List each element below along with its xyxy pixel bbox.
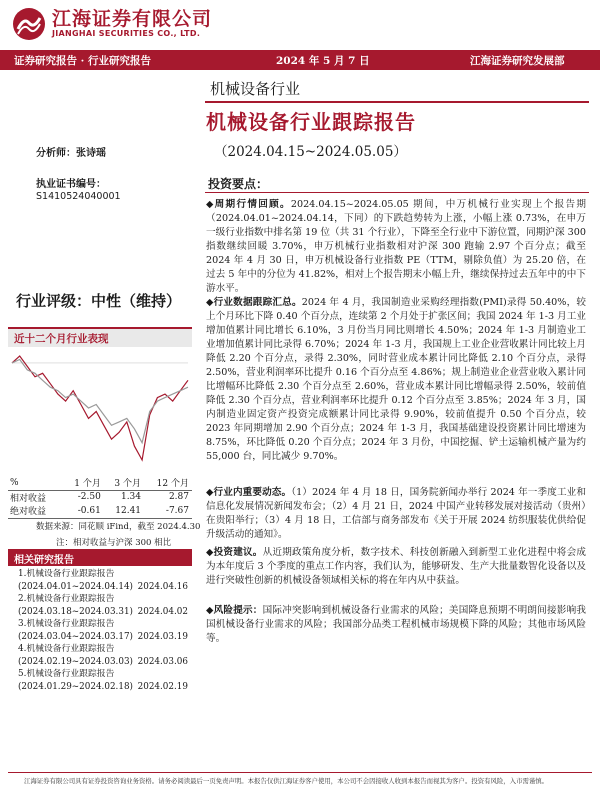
paragraph-market-review	[206, 198, 586, 296]
related-date: 2024.04.02	[137, 606, 188, 617]
related-range: (2024.02.19~2024.03.03)	[18, 656, 133, 667]
paragraph-body: 2024.04.15~2024.05.05 期间，中万机械行业实现上个报告期（2024.04.01~2024.04.14，下同）的下跌趋势转为上涨，小幅上涨 0.73%，在申万一级行业指数中排名第 19 位（共 31 个行业），下降至全行业中下游位置，同期沪深 300 指数继续回暖 3.70%，申万机械行业指数相对沪深 300 跑输 2.97 个百分点；截至 2024 年 4 月 30 日，申万机械设备行业指数 PE（TTM，剔除负值）为 25.20 倍，在过去 5 年中的分位为 41.82%，相对上个报告期末小幅上升，继续保持过去五年中的中下游水平。	[206, 199, 586, 294]
table-row	[8, 504, 192, 518]
list-item[interactable]	[18, 618, 188, 643]
table-cell: 12.41	[104, 504, 144, 518]
industry-label: 机械设备行业	[210, 80, 301, 98]
related-reports-header	[8, 549, 192, 566]
related-date: 2024.04.16	[137, 581, 188, 592]
title-divider	[205, 101, 589, 103]
data-source: 数据来源：同花顺 iFind，截至 2024.4.30	[36, 522, 201, 532]
paragraph-body: 2024 年 4 月，我国制造业采购经理指数(PMI)录得 50.40%，较上个月环比下降 0.40 个百分点，连续第 2 个月处于扩张区间；我国 2024 年 1-3 月工业增加值累计同比增长 6.10%，3 月份当月同比则增长 4.50%；2024 年 1-3 月制造业工业增加值累计同比录得 6.70%；2024 年 1-3 月，我国规上工业企业营收累计同比较上月降低 2.20 个百分点，录得 2.30%，同时营业成本累计同比降低 2.10 个百分点，录得 2.50%，营业利润率环比提升 0.16 个百分点至 4.86%；规上制造业企业营业收入累计同比增幅环比降低 2.30 个百分点至 2.60%，营业成本累计同比增幅录得 2.50%，较前值降低 2.30 个百分点，营业利润率环比提升 0.12 个百分点至 3.85%；2024 年 3 月，国内制造业固定资产投资完成额累计同比录得 9.90%，较前值提升 0.50 个百分点，较 2023 年同期增加 2.90 个百分点；2024 年 1-3 月，我国基础建设投资累计同比增速为 8.75%，环比降低 0.20 个百分点；2024 年 3 月份，中国挖掘、铲土运输机械产量为约 55,000 台，同比减少 9.70%。	[206, 297, 586, 462]
related-range: (2024.03.18~2024.03.31)	[18, 606, 133, 617]
related-range: (2024.04.01~2024.04.14)	[18, 581, 133, 592]
list-item[interactable]	[18, 593, 188, 618]
related-title: 5.机械设备行业跟踪报告	[18, 669, 115, 679]
key-points-title: 投资要点：	[208, 177, 269, 191]
industry-rating: 行业评级：中性（维持）	[16, 292, 182, 310]
related-range: (2024.01.29~2024.02.18)	[18, 681, 133, 692]
table-cell: -0.61	[64, 504, 104, 518]
paragraph-body: 从近期政策角度分析，数字技术、科技创新融入到新型工业化进程中将会成为本年度后 3 个季度的重点工作内容，我们认为，能够研发、生产大批量数智化设备以及进行突破性创新的机械设备领域相关标的将在年内从中获益。	[206, 547, 586, 586]
performance-chart-svg	[8, 348, 192, 468]
paragraph-heading: ◆风险提示：	[206, 605, 263, 616]
table-header-cell: 1 个月	[64, 476, 104, 490]
table-header-cell: 12 个月	[144, 476, 192, 490]
paragraph-heading: ◆周期行情回顾。	[206, 199, 291, 210]
key-points-divider	[205, 192, 589, 193]
paragraph-heading: ◆行业内重要动态。	[206, 487, 292, 498]
row-label: 相对收益	[10, 493, 47, 504]
research-dept: 江海证券研究发展部	[470, 55, 565, 67]
table-cell: -2.50	[77, 492, 101, 503]
paragraph-investment-advice	[206, 546, 586, 588]
related-range: (2024.03.04~2024.03.17)	[18, 631, 133, 642]
paragraph-body: 国际冲突影响到机械设备行业需求的风险；美国降息预期不明朗间接影响我国机械设备行业需求的风险；我国部分品类工程机械市场规模下降的风险；其他市场风险等。	[206, 605, 586, 644]
table-row	[8, 490, 192, 504]
company-name-cn: 江海证券有限公司	[52, 8, 213, 30]
related-title: 3.机械设备行业跟踪报告	[18, 619, 115, 629]
company-name-en: JIANGHAI SECURITIES CO., LTD.	[52, 29, 201, 38]
chart-header	[8, 327, 192, 347]
list-item[interactable]	[18, 643, 188, 668]
related-title: 2.机械设备行业跟踪报告	[18, 594, 115, 604]
related-date: 2024.03.19	[137, 631, 188, 642]
paragraph-heading: ◆投资建议。	[206, 547, 263, 558]
chart-series-line-0	[12, 356, 188, 460]
related-reports-title: 相关研究报告	[14, 555, 74, 566]
footer-disclaimer: 江海证券有限公司具有证券投资咨询业务资格。请务必阅读最后一页免责声明。本报告仅供江海证券客户使用，本公司不会因接收人收到本报告而视其为客户。投资有风险，入市需谨慎。	[24, 777, 549, 785]
chart-title: 近十二个月行业表现	[14, 333, 109, 345]
performance-chart	[8, 348, 192, 468]
performance-table	[8, 476, 192, 519]
table-cell: 1.34	[120, 492, 142, 503]
company-logo	[12, 6, 212, 42]
related-reports-list	[18, 568, 188, 693]
row-label: 绝对收益	[8, 504, 64, 518]
paragraph-body: （1）2024 年 4 月 18 日，国务院新闻办举行 2024 年一季度工业和信息化发展情况新闻发布会；（2）4 月 21 日，2024 中国产业转移发展对接活动（贵州）在贵阳举行；（3）4 月 18 日，工信部与商务部发布《关于开展 2024 纺织服装优供给促升级活动的通知》。	[206, 487, 586, 540]
table-header-cell: 3 个月	[104, 476, 144, 490]
chart-series-line-1	[12, 360, 188, 443]
table-header-cell: %	[8, 476, 64, 490]
report-title: 机械设备行业跟踪报告	[206, 110, 416, 134]
footer-divider	[8, 772, 592, 773]
cert-label: 执业证书编号：	[36, 179, 106, 190]
report-date: 2024 年 5 月 7 日	[276, 55, 370, 67]
cert-number: S1410524040001	[36, 191, 121, 202]
related-date: 2024.02.19	[137, 681, 188, 692]
list-item[interactable]	[18, 568, 188, 593]
data-note: 注：相对收益与沪深 300 相比	[56, 538, 172, 548]
related-date: 2024.03.06	[137, 656, 188, 667]
related-title: 4.机械设备行业跟踪报告	[18, 644, 115, 654]
analyst-name: 分析师：张诗瑶	[36, 148, 106, 159]
table-cell: -7.67	[144, 504, 192, 518]
jianghai-logo-icon	[12, 7, 46, 41]
paragraph-data-tracking	[206, 296, 586, 464]
table-header-row	[8, 476, 192, 490]
report-header-bar	[0, 50, 600, 70]
paragraph-industry-news	[206, 486, 586, 542]
report-type: 证券研究报告 · 行业研究报告	[14, 55, 151, 67]
table-cell: 2.87	[168, 492, 189, 503]
paragraph-risk-warning	[206, 604, 586, 646]
report-period: （2024.04.15~2024.05.05）	[214, 144, 407, 160]
list-item[interactable]	[18, 668, 188, 693]
paragraph-heading: ◆行业数据跟踪汇总。	[206, 297, 302, 308]
related-title: 1.机械设备行业跟踪报告	[18, 569, 115, 579]
